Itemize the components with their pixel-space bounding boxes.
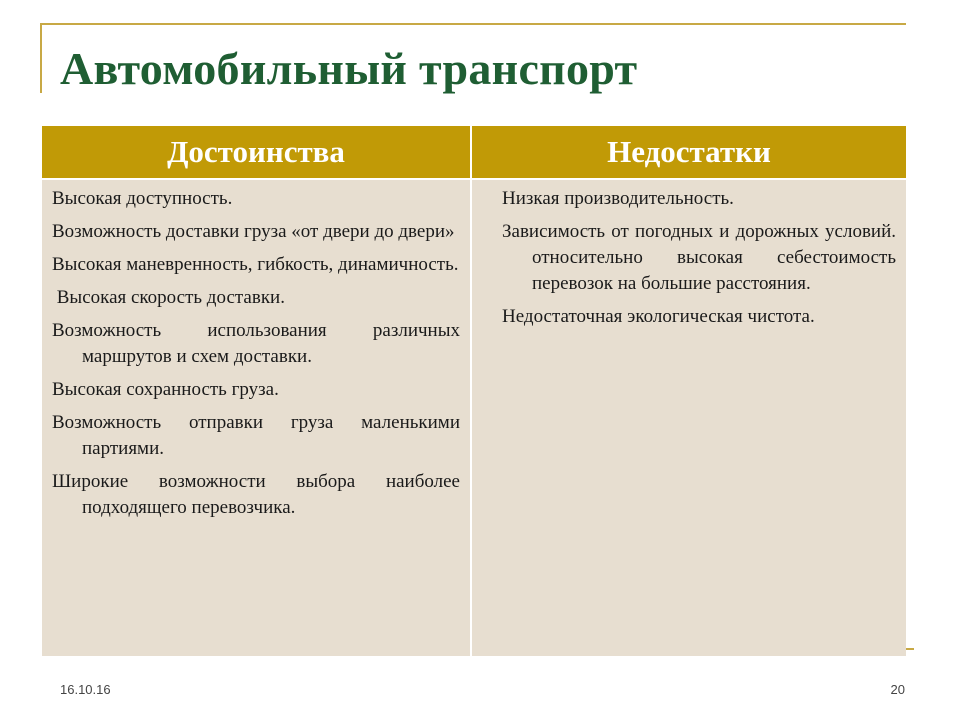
disadvantage-item: Зависимость от погодных и дорожных условий. относительно высокая себестоимость перевозок на большие расстояния. [502, 221, 896, 294]
disadvantages-cell [472, 178, 906, 656]
advantage-item: Возможность доставки груза «от двери до двери» [52, 221, 455, 242]
disadvantage-item: Низкая производительность. [502, 188, 734, 209]
advantage-item: Высокая маневренность, гибкость, динамичность. [52, 254, 459, 275]
frame-left-line [40, 23, 42, 93]
header-advantages: Достоинства [42, 126, 472, 178]
advantage-item: Высокая сохранность груза. [52, 379, 279, 400]
advantage-item: Высокая доступность. [52, 188, 233, 209]
frame-top-line [40, 23, 906, 25]
slide-date: 16.10.16 [60, 682, 111, 697]
slide-page-number: 20 [890, 682, 905, 697]
advantages-cell [42, 178, 472, 656]
advantage-item: Возможность использования различных маршрутов и схем доставки. [52, 320, 460, 367]
comparison-table [42, 126, 906, 656]
header-disadvantages: Недостатки [472, 126, 906, 178]
disadvantage-item: Недостаточная экологическая чистота. [502, 306, 815, 327]
advantage-item: Широкие возможности выбора наиболее подходящего перевозчика. [52, 471, 460, 518]
slide-title: Автомобильный транспорт [60, 43, 638, 94]
advantage-item: Возможность отправки груза маленькими партиями. [52, 412, 460, 459]
advantage-item: Высокая скорость доставки. [52, 287, 285, 308]
